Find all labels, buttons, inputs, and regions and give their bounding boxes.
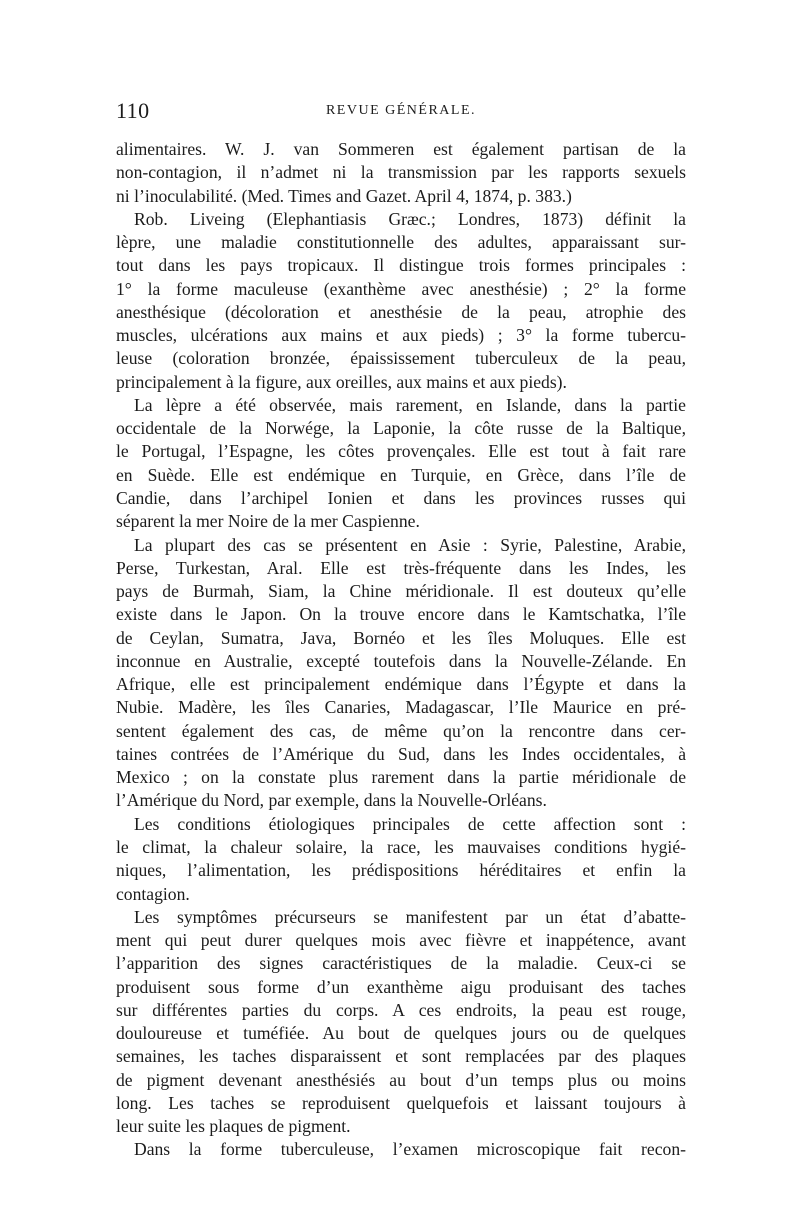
text-line: sentent également des cas, de même qu’on la rencontre dans cer- [116,720,686,741]
text-line: en Suède. Elle est endémique en Turquie, en Grèce, dans l’île de [116,464,686,485]
text-line: alimentaires. W. J. van Sommeren est également partisan de la [116,139,686,159]
text-line: anesthésique (décoloration et anesthésie de la peau, atrophie des [116,301,686,322]
body-text [116,138,686,1162]
text-line: tout dans les pays tropicaux. Il distingue trois formes principales : [116,255,686,276]
text-line: leur suite les plaques de pigment. [116,1116,351,1137]
text-line: 1° la forme maculeuse (exanthème avec anesthésie) ; 2° la forme [116,278,686,299]
text-line: lèpre, une maladie constitutionnelle des adultes, apparaissant sur- [116,232,686,253]
text-line: semaines, les taches disparaissent et sont remplacées par des plaques [116,1046,686,1067]
running-title: REVUE GÉNÉRALE. [325,103,477,118]
text-line: le Portugal, l’Espagne, les côtes provençales. Elle est tout à fait rare [116,441,686,462]
text-line: occidentale de la Norwége, la Laponie, la côte russe de la Baltique, [116,418,686,439]
text-line: ment qui peut durer quelques mois avec fièvre et inappétence, avant [116,930,686,951]
text-line: Afrique, elle est principalement endémique dans l’Égypte et dans la [116,674,686,695]
text-line: Dans la forme tuberculeuse, l’examen microscopique fait recon- [134,1139,686,1160]
text-line: Candie, dans l’archipel Ionien et dans les provinces russes qui [116,487,686,508]
text-line: pays de Burmah, Siam, la Chine méridionale. Il est douteux qu’elle [116,581,686,602]
text-line: séparent la mer Noire de la mer Caspienne. [116,511,420,532]
text-line: sur différentes parties du corps. A ces endroits, la peau est rouge, [116,999,686,1020]
text-line: de Ceylan, Sumatra, Java, Bornéo et les îles Moluques. Elle est [116,627,686,648]
text-line: Perse, Turkestan, Aral. Elle est très-fréquente dans les Indes, les [116,557,686,578]
text-line: La plupart des cas se présentent en Asie : Syrie, Palestine, Arabie, [134,534,686,555]
text-line: douloureuse et tuméfiée. Au bout de quelques jours ou de quelques [116,1023,686,1044]
text-line: La lèpre a été observée, mais rarement, en Islande, dans la partie [134,394,686,415]
text-line: contagion. [116,883,190,904]
text-line: de pigment devenant anesthésiés au bout d’un temps plus ou moins [116,1069,686,1090]
page-header [116,98,686,124]
text-line: leuse (coloration bronzée, épaississement tuberculeux de la peau, [116,348,686,369]
text-line: Les conditions étiologiques principales de cette affection sont : [134,813,686,834]
text-line: inconnue en Australie, excepté toutefois dans la Nouvelle-Zélande. En [116,650,686,671]
text-line: Nubie. Madère, les îles Canaries, Madagascar, l’Ile Maurice en pré- [116,697,686,718]
text-line: ni l’inoculabilité. (Med. Times and Gazet. April 4, 1874, p. 383.) [116,185,572,206]
text-line: l’Amérique du Nord, par exemple, dans la Nouvelle-Orléans. [116,790,547,811]
text-line: non-contagion, il n’admet ni la transmission par les rapports sexuels [116,162,686,183]
text-line: Mexico ; on la constate plus rarement dans la partie méridionale de [116,767,686,788]
text-line: existe dans le Japon. On la trouve encore dans le Kamtschatka, l’île [116,604,686,625]
text-line: Rob. Liveing (Elephantiasis Græc.; Londres, 1873) définit la [134,208,686,229]
text-line: taines contrées de l’Amérique du Sud, dans les Indes occidentales, à [116,743,686,764]
page-number: 110 [116,98,150,123]
text-line: niques, l’alimentation, les prédispositions héréditaires et enfin la [116,860,686,881]
text-line: l’apparition des signes caractéristiques de la maladie. Ceux-ci se [116,953,686,974]
text-line: le climat, la chaleur solaire, la race, les mauvaises conditions hygié- [116,836,686,857]
text-line: muscles, ulcérations aux mains et aux pieds) ; 3° la forme tubercu- [116,325,686,346]
text-line: principalement à la figure, aux oreilles, aux mains et aux pieds). [116,371,567,392]
text-line: produisent sous forme d’un exanthème aigu produisant des taches [116,976,686,997]
text-line: long. Les taches se reproduisent quelquefois et laissant toujours à [116,1092,686,1113]
text-line: Les symptômes précurseurs se manifestent par un état d’abatte- [134,906,686,927]
